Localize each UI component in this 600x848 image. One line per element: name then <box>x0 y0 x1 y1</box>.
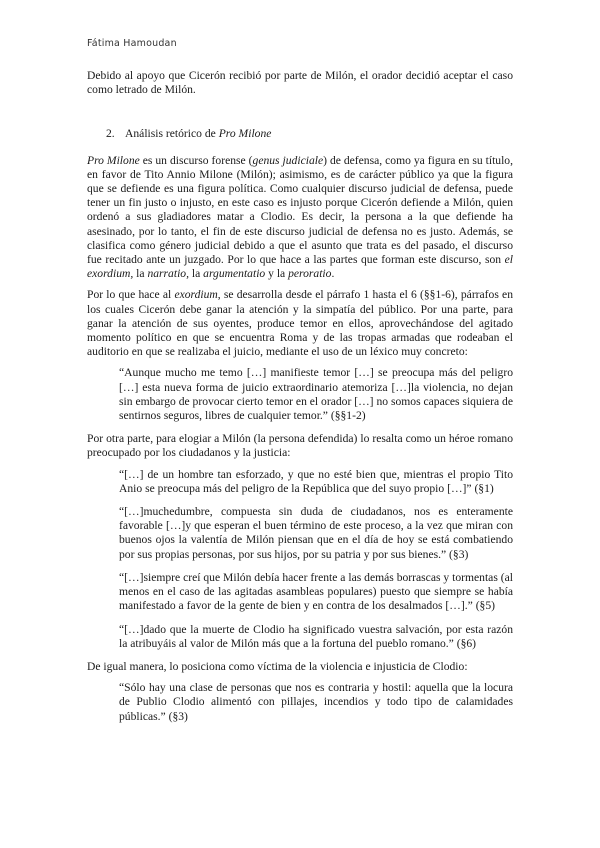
paragraph-victima: De igual manera, lo posiciona como víctima de la violencia e injusticia de Clodio: <box>87 659 468 673</box>
section-title-prefix: Análisis retórico de <box>125 127 219 141</box>
paragraph-text: ) de defensa, como ya figura en su título, en favor de Tito Annio Milone (Milón); asimismo, es de carácter público ya que la figura que se defiende es una figura política. Como cualquier discurso judicial de defensa, puede tener un fin justo o injusto, en este caso es injusto porque Cicerón defiende a Milón, quien ordenó a sus gladiadores matar a Clodio. Es decir, la persona a la que defiende ha asesinado, por lo tanto, el fin de este discurso judicial de defensa no es justo. Además, se clasifica como género judicial debido a que el asunto que trata es del pasado, el discurso fue recitado ante un juzgado. Por lo que hace a las partes que forman este discurso, son <box>87 153 513 267</box>
block-quote: “[…]dado que la muerte de Clodio ha significado vuestra salvación, por esta razón la atribuyáis al valor de Milón más que a la fortuna del pueblo romano.” (§6) <box>119 622 513 650</box>
paragraph-exordium <box>87 288 513 359</box>
block-quote: “Sólo hay una clase de personas que nos es contraria y hostil: aquella que la locura de Publio Clodio alimentó con pillajes, incendios y todo tipo de calamidades públicas.” (§3) <box>119 681 513 723</box>
document-body <box>87 69 513 724</box>
block-quote: “[…] de un hombre tan esforzado, y que no esté bien que, mientras el propio Tito Anio se preocupa más del peligro de la República que del suyo propio […]” (§1) <box>119 467 513 495</box>
paragraph-text: la <box>189 267 204 281</box>
italic-genus-judiciale: genus judiciale <box>252 153 324 167</box>
paragraph-text: es un discurso forense ( <box>139 153 253 167</box>
section-heading <box>106 127 513 141</box>
italic-narratio: narratio, <box>147 267 189 281</box>
paragraph-text: la <box>133 267 148 281</box>
paragraph-text: , se desarrolla desde el párrafo 1 hasta el 6 (§§1-6), párrafos en los cuales Cicerón debe ganar la atención y la simpatía del público. Por una parte, para ganar la atención de sus oyentes, produce temor en ellos, aprovechándose del agitado momento político en que se encuentra Roma y de las tropas armadas que rodeaban el auditorio en que se realizaba el juicio, mediante el uso de un léxico muy concreto: <box>87 288 513 359</box>
italic-argumentatio: argumentatio <box>203 267 266 281</box>
page-header-author: Fátima Hamoudan <box>87 38 177 49</box>
italic-peroratio: peroratio <box>288 267 332 281</box>
intro-paragraph: Debido al apoyo que Cicerón recibió por parte de Milón, el orador decidió aceptar el caso como letrado de Milón. <box>87 69 513 97</box>
paragraph-text: Por lo que hace al <box>87 288 175 302</box>
block-quote: “[…]siempre creí que Milón debía hacer frente a las demás borrascas y tormentas (al menos en el caso de las agitadas asambleas populares) puesto que siempre se había manifestado a favor de la gente de bien y en contra de los desalmados […].” (§5) <box>119 570 513 613</box>
block-quote: “Aunque mucho me temo […] manifieste temor […] se preocupa más del peligro […] esta nueva forma de juicio extraordinario atemoriza […]la violencia, no dejan sin embargo de provocar cierto temor en el orador […] no somos capaces siquiera de sentirnos seguros, libres de cualquier temor.” (§§1-2) <box>119 366 513 423</box>
section-number: 2. <box>106 127 115 141</box>
italic-exordium: el exordium, <box>87 253 513 281</box>
paragraph-text: y la <box>265 267 289 281</box>
block-quote: “[…]muchedumbre, compuesta sin duda de ciudadanos, nos es enteramente favorable […]y que esperan el buen término de este proceso, a la vez que miran con buenos ojos la valentía de Milón piensan que en el día de hoy se está combatiendo por sus propias personas, por sus hijos, por su patria y por sus bienes.” (§3) <box>119 505 513 561</box>
paragraph-elogiar: Por otra parte, para elogiar a Milón (la persona defendida) lo resalta como un héroe romano preocupado por los ciudadanos y la justicia: <box>87 432 513 460</box>
paragraph-text: . <box>331 267 335 281</box>
italic-exordium-word: exordium <box>174 288 218 302</box>
paragraph-pro-milone <box>87 154 513 282</box>
italic-pro-milone: Pro Milone <box>87 153 140 167</box>
section-title-italic: Pro Milone <box>218 127 272 141</box>
